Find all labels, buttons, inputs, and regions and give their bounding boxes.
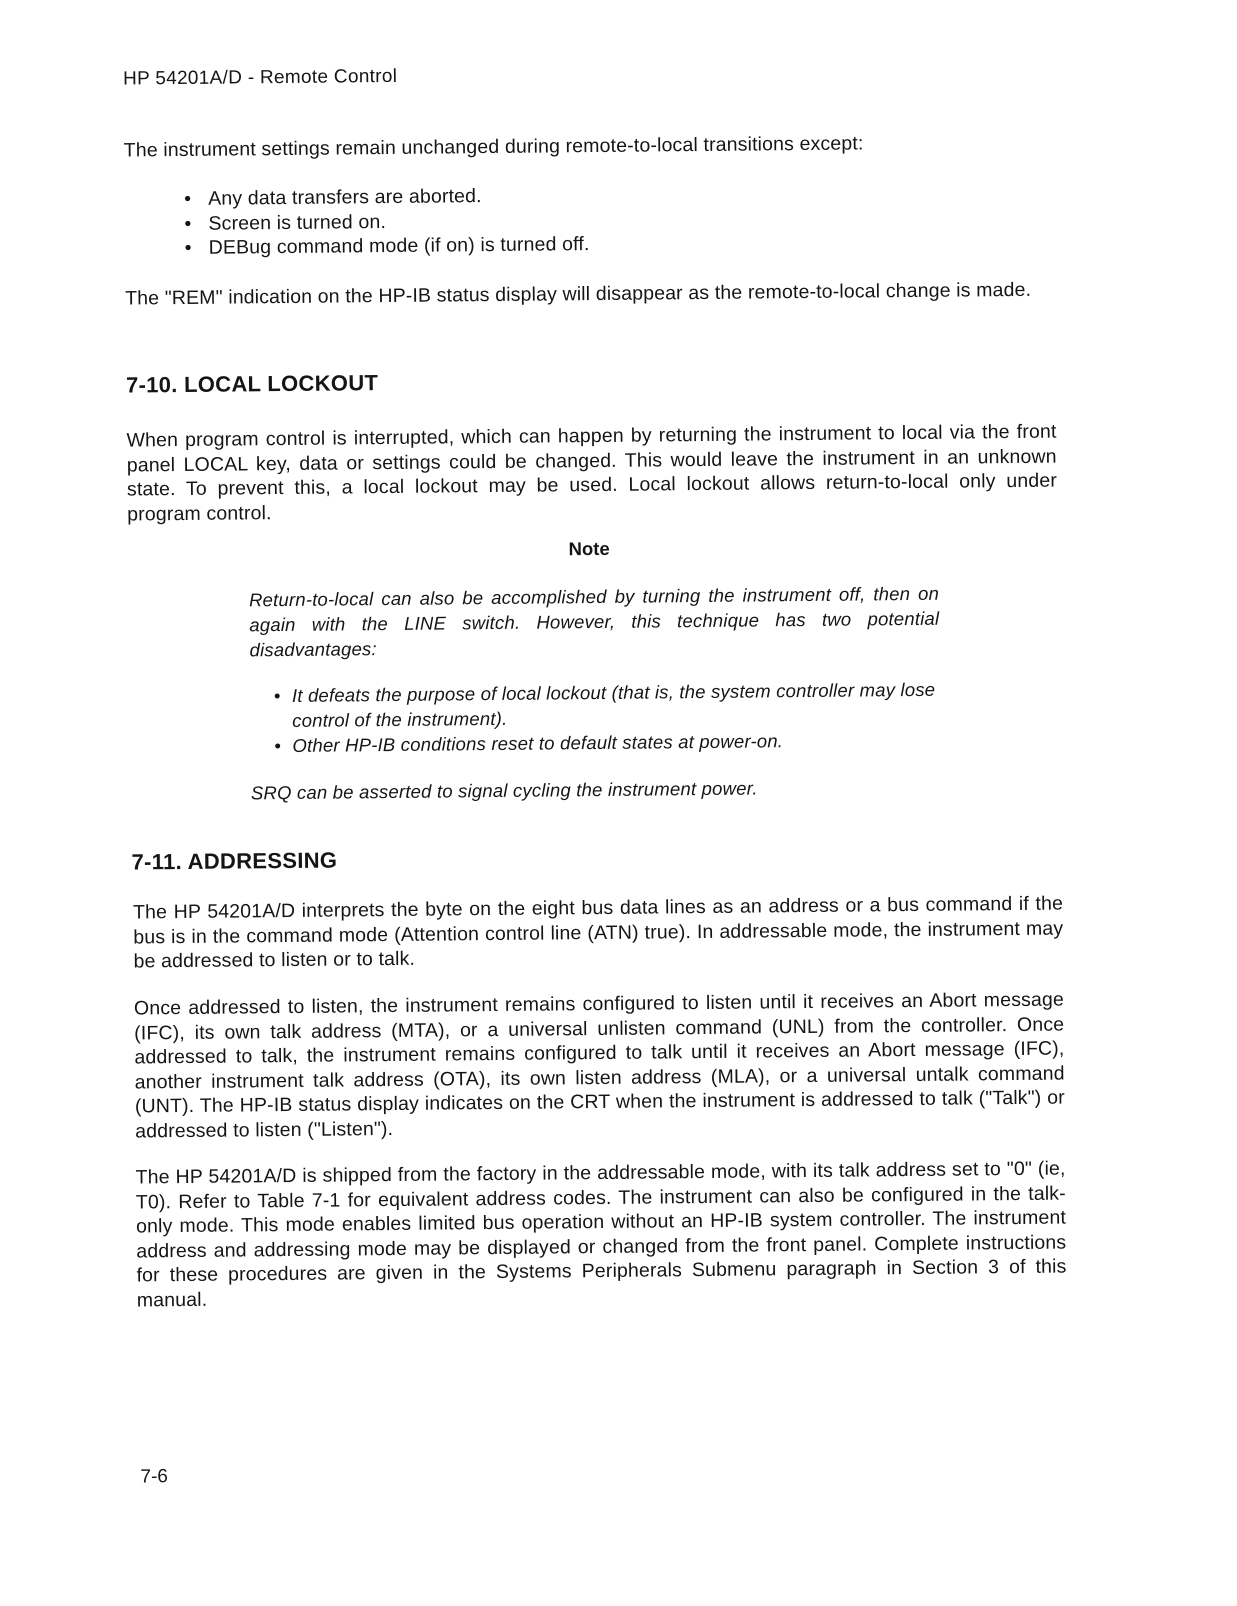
- section-heading-local-lockout: 7-10. LOCAL LOCKOUT: [125, 370, 379, 398]
- list-item: • DEBug command mode (if on) is turned off.: [185, 229, 885, 260]
- note-srq-line: SRQ can be asserted to signal cycling the instrument power.: [250, 777, 758, 804]
- list-item: • Other HP-IB conditions reset to default states at power-on.: [274, 727, 944, 758]
- intro-bullet-list: [184, 180, 885, 260]
- list-item: • Any data transfers are aborted.: [184, 180, 884, 211]
- local-lockout-paragraph: When program control is interrupted, which can happen by returning the instrument to local via the front panel LOCAL key, data or settings could be changed. This would leave the instrument in an unknown state. To prevent this, a local lockout may be used. Local lockout allows return-to-local only under program control.: [126, 420, 1058, 526]
- page-number: 7-6: [140, 1466, 169, 1488]
- intro-paragraph: The instrument settings remain unchanged during remote-to-local transitions except:: [123, 132, 864, 162]
- addressing-paragraph-1: The HP 54201A/D interprets the byte on the eight bus data lines as an address or a bus command if the bus is in the command mode (Attention control line (ATN) true). In addressable mode, the instrument may be addressed to listen or to talk.: [132, 892, 1064, 973]
- note-paragraph: Return-to-local can also be accomplished by turning the instrument off, then on again with the LINE switch. However, this technique has two potential disadvantages:: [248, 582, 940, 661]
- list-item: • Screen is turned on.: [184, 205, 884, 236]
- addressing-paragraph-3: The HP 54201A/D is shipped from the factory in the addressable mode, with its talk address set to "0" (ie, T0). Refer to Table 7-1 for equivalent address codes. The instrument can also be configured in the talk-only mode. This mode enables limited bus operation without an HP-IB system controller. The instrument address and addressing mode may be displayed or changed from the front panel. Complete instructions for these procedures are given in the Systems Peripherals Submenu paragraph in Section 3 of this manual.: [135, 1157, 1067, 1311]
- addressing-paragraph-2: Once addressed to listen, the instrument remains configured to listen until it receives an Abort message (IFC), its own talk address (MTA), or a universal unlisten command (UNL) from the controller. Once addressed to talk, the instrument remains configured to talk until it receives an Abort message (IFC), another instrument talk address (OTA), its own listen address (MLA), or a universal untalk command (UNT). The HP-IB status display indicates on the CRT when the instrument is addressed to talk ("Talk") or addressed to listen ("Listen").: [133, 988, 1065, 1142]
- rem-paragraph: The "REM" indication on the HP-IB status display will disappear as the remote-to-local change is made.: [125, 278, 1032, 310]
- running-head: HP 54201A/D - Remote Control: [122, 65, 398, 90]
- note-bullet-list: [274, 677, 945, 758]
- list-item: • It defeats the purpose of local lockout (that is, the system controller may lose control of the instrument).: [274, 677, 944, 733]
- note-title: Note: [568, 537, 610, 560]
- section-heading-addressing: 7-11. ADDRESSING: [131, 847, 338, 875]
